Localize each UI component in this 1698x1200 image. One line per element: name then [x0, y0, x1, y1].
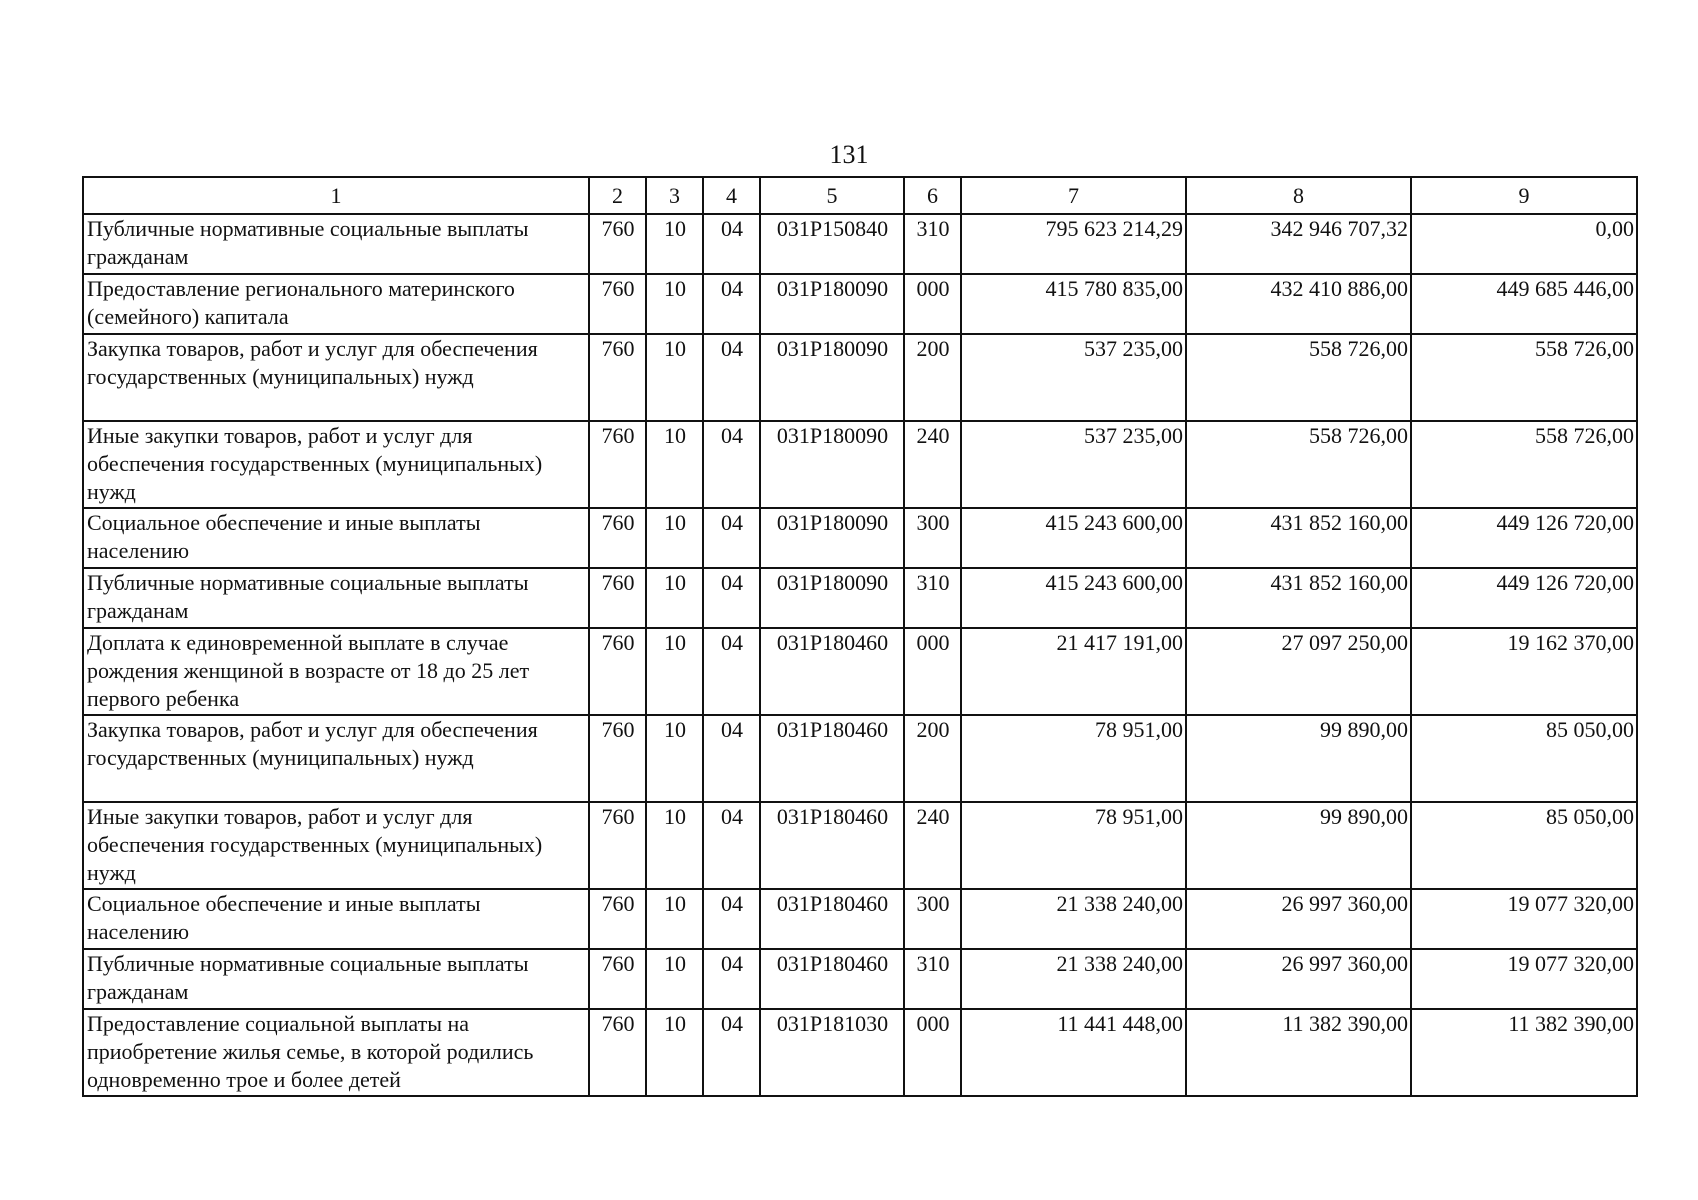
column-header: 9 [1411, 177, 1637, 214]
subsection-cell: 04 [703, 334, 760, 421]
target-article-cell: 031P180460 [760, 949, 904, 1009]
target-article-cell: 031P180090 [760, 568, 904, 628]
expense-type-cell: 000 [904, 628, 961, 715]
budget-table [82, 176, 1638, 1097]
amount-year3-cell: 558 726,00 [1411, 421, 1637, 508]
subsection-cell: 04 [703, 889, 760, 949]
table-row [83, 628, 1637, 715]
admin-code-cell: 760 [589, 1009, 646, 1096]
amount-year3-cell: 19 077 320,00 [1411, 949, 1637, 1009]
row-name-cell: Доплата к единовременной выплате в случае рождения женщиной в возрасте от 18 до 25 лет первого ребенка [83, 628, 589, 715]
admin-code-cell: 760 [589, 802, 646, 889]
amount-year1-cell: 537 235,00 [961, 421, 1186, 508]
expense-type-cell: 000 [904, 1009, 961, 1096]
subsection-cell: 04 [703, 508, 760, 568]
subsection-cell: 04 [703, 214, 760, 274]
table-row [83, 1009, 1637, 1096]
target-article-cell: 031P180460 [760, 628, 904, 715]
target-article-cell: 031P150840 [760, 214, 904, 274]
expense-type-cell: 000 [904, 274, 961, 334]
target-article-cell: 031P180460 [760, 889, 904, 949]
column-header: 3 [646, 177, 703, 214]
section-cell: 10 [646, 421, 703, 508]
amount-year2-cell: 431 852 160,00 [1186, 568, 1411, 628]
expense-type-cell: 200 [904, 334, 961, 421]
amount-year3-cell: 449 126 720,00 [1411, 568, 1637, 628]
amount-year2-cell: 558 726,00 [1186, 421, 1411, 508]
expense-type-cell: 200 [904, 715, 961, 802]
amount-year2-cell: 11 382 390,00 [1186, 1009, 1411, 1096]
amount-year3-cell: 558 726,00 [1411, 334, 1637, 421]
amount-year2-cell: 431 852 160,00 [1186, 508, 1411, 568]
table-row [83, 568, 1637, 628]
amount-year3-cell: 449 126 720,00 [1411, 508, 1637, 568]
subsection-cell: 04 [703, 568, 760, 628]
section-cell: 10 [646, 508, 703, 568]
column-header: 2 [589, 177, 646, 214]
table-row [83, 949, 1637, 1009]
row-name-cell: Социальное обеспечение и иные выплаты населению [83, 889, 589, 949]
table-row [83, 274, 1637, 334]
amount-year3-cell: 449 685 446,00 [1411, 274, 1637, 334]
amount-year1-cell: 21 417 191,00 [961, 628, 1186, 715]
amount-year1-cell: 78 951,00 [961, 715, 1186, 802]
subsection-cell: 04 [703, 274, 760, 334]
expense-type-cell: 310 [904, 214, 961, 274]
target-article-cell: 031P180090 [760, 334, 904, 421]
amount-year3-cell: 19 077 320,00 [1411, 889, 1637, 949]
section-cell: 10 [646, 274, 703, 334]
expense-type-cell: 240 [904, 421, 961, 508]
column-header: 4 [703, 177, 760, 214]
table-body [83, 214, 1637, 1096]
amount-year2-cell: 26 997 360,00 [1186, 949, 1411, 1009]
subsection-cell: 04 [703, 1009, 760, 1096]
row-name-cell: Публичные нормативные социальные выплаты гражданам [83, 568, 589, 628]
amount-year2-cell: 99 890,00 [1186, 715, 1411, 802]
amount-year3-cell: 19 162 370,00 [1411, 628, 1637, 715]
subsection-cell: 04 [703, 949, 760, 1009]
expense-type-cell: 310 [904, 949, 961, 1009]
amount-year1-cell: 415 243 600,00 [961, 508, 1186, 568]
target-article-cell: 031P180460 [760, 715, 904, 802]
admin-code-cell: 760 [589, 334, 646, 421]
amount-year2-cell: 558 726,00 [1186, 334, 1411, 421]
amount-year1-cell: 795 623 214,29 [961, 214, 1186, 274]
amount-year1-cell: 78 951,00 [961, 802, 1186, 889]
target-article-cell: 031P180090 [760, 421, 904, 508]
column-header: 7 [961, 177, 1186, 214]
section-cell: 10 [646, 568, 703, 628]
amount-year2-cell: 99 890,00 [1186, 802, 1411, 889]
section-cell: 10 [646, 715, 703, 802]
expense-type-cell: 300 [904, 889, 961, 949]
target-article-cell: 031P181030 [760, 1009, 904, 1096]
table-row [83, 802, 1637, 889]
admin-code-cell: 760 [589, 715, 646, 802]
table-row [83, 715, 1637, 802]
amount-year3-cell: 0,00 [1411, 214, 1637, 274]
amount-year1-cell: 415 780 835,00 [961, 274, 1186, 334]
admin-code-cell: 760 [589, 949, 646, 1009]
amount-year3-cell: 85 050,00 [1411, 802, 1637, 889]
row-name-cell: Предоставление регионального материнского (семейного) капитала [83, 274, 589, 334]
table-row [83, 214, 1637, 274]
admin-code-cell: 760 [589, 421, 646, 508]
amount-year2-cell: 26 997 360,00 [1186, 889, 1411, 949]
section-cell: 10 [646, 214, 703, 274]
row-name-cell: Публичные нормативные социальные выплаты гражданам [83, 214, 589, 274]
expense-type-cell: 240 [904, 802, 961, 889]
amount-year2-cell: 432 410 886,00 [1186, 274, 1411, 334]
table-row [83, 421, 1637, 508]
section-cell: 10 [646, 889, 703, 949]
subsection-cell: 04 [703, 421, 760, 508]
target-article-cell: 031P180090 [760, 274, 904, 334]
admin-code-cell: 760 [589, 568, 646, 628]
expense-type-cell: 310 [904, 568, 961, 628]
amount-year3-cell: 11 382 390,00 [1411, 1009, 1637, 1096]
table-row [83, 508, 1637, 568]
table-row [83, 889, 1637, 949]
row-name-cell: Предоставление социальной выплаты на приобретение жилья семье, в которой родились одновременно трое и более детей [83, 1009, 589, 1096]
section-cell: 10 [646, 628, 703, 715]
row-name-cell: Закупка товаров, работ и услуг для обеспечения государственных (муниципальных) нужд [83, 715, 589, 802]
admin-code-cell: 760 [589, 508, 646, 568]
expense-type-cell: 300 [904, 508, 961, 568]
admin-code-cell: 760 [589, 214, 646, 274]
column-header: 8 [1186, 177, 1411, 214]
column-header: 5 [760, 177, 904, 214]
amount-year1-cell: 537 235,00 [961, 334, 1186, 421]
amount-year2-cell: 27 097 250,00 [1186, 628, 1411, 715]
section-cell: 10 [646, 949, 703, 1009]
amount-year1-cell: 11 441 448,00 [961, 1009, 1186, 1096]
column-header: 1 [83, 177, 589, 214]
row-name-cell: Социальное обеспечение и иные выплаты населению [83, 508, 589, 568]
page-number: 131 [829, 140, 869, 169]
amount-year1-cell: 21 338 240,00 [961, 949, 1186, 1009]
admin-code-cell: 760 [589, 628, 646, 715]
row-name-cell: Закупка товаров, работ и услуг для обеспечения государственных (муниципальных) нужд [83, 334, 589, 421]
row-name-cell: Иные закупки товаров, работ и услуг для обеспечения государственных (муниципальных) нужд [83, 421, 589, 508]
column-header: 6 [904, 177, 961, 214]
section-cell: 10 [646, 334, 703, 421]
row-name-cell: Иные закупки товаров, работ и услуг для обеспечения государственных (муниципальных) нужд [83, 802, 589, 889]
admin-code-cell: 760 [589, 274, 646, 334]
target-article-cell: 031P180090 [760, 508, 904, 568]
amount-year1-cell: 21 338 240,00 [961, 889, 1186, 949]
section-cell: 10 [646, 1009, 703, 1096]
column-number-row [83, 177, 1637, 214]
amount-year1-cell: 415 243 600,00 [961, 568, 1186, 628]
amount-year3-cell: 85 050,00 [1411, 715, 1637, 802]
target-article-cell: 031P180460 [760, 802, 904, 889]
subsection-cell: 04 [703, 715, 760, 802]
table-row [83, 334, 1637, 421]
admin-code-cell: 760 [589, 889, 646, 949]
section-cell: 10 [646, 802, 703, 889]
subsection-cell: 04 [703, 802, 760, 889]
row-name-cell: Публичные нормативные социальные выплаты гражданам [83, 949, 589, 1009]
subsection-cell: 04 [703, 628, 760, 715]
amount-year2-cell: 342 946 707,32 [1186, 214, 1411, 274]
